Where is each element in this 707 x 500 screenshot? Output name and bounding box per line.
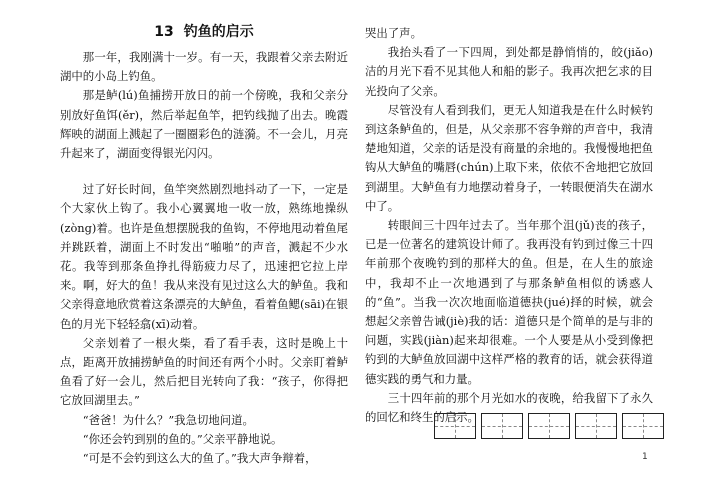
paragraph: 三十四年前的那个月光如水的夜晚，给我留下了永久的回忆和终生的启示。 <box>365 390 653 425</box>
paragraph: 转眼间三十四年过去了。当年那个沮(jǔ)丧的孩子，已是一位著名的建筑设计师了。我再没有钓到过像三十四年前那个夜晚钓到的那样大的鱼。但是，在人生的旅途中，我却不止一次地遇到了与那条鲈鱼相似的诱惑人的“鱼”。当我一次次地面临道德抉(jué)择的时候，就会想起父亲曾告诫(jiè)我的话：道德只是个简单的是与非的问题，实践(jiàn)起来却很难。一个人要是从小受到像把钓到的大鲈鱼放回湖中这样严格的教育的话，就会获得道德实践的勇气和力量。 <box>365 218 653 386</box>
left-column <box>60 22 348 468</box>
tianzige-box <box>528 413 570 439</box>
paragraph: “可是不会钓到这么大的鱼了。”我大声争辩着， <box>82 451 317 466</box>
paragraph: 尽管没有人看到我们，更无人知道我是在什么时候钓到这条鲈鱼的，但是，从父亲那不容争辩的声音中，我清楚地知道，父亲的话是没有商量的余地的。我慢慢地把鱼钩从大鲈鱼的嘴唇(chún)上取下来，依依不舍地把它放回到湖里。大鲈鱼有力地摆动着身子，一转眼便消失在湖水中了。 <box>365 102 653 213</box>
writing-grid <box>434 413 664 439</box>
tianzige-box <box>434 413 476 439</box>
paragraph: “你还会钓到别的鱼的。”父亲平静地说。 <box>82 431 283 446</box>
paragraph: 那一年，我刚满十一岁。有一天，我跟着父亲去附近湖中的小岛上钓鱼。 <box>60 50 348 84</box>
tianzige-box <box>481 413 523 439</box>
paragraph-continued: 哭出了声。 <box>365 26 422 40</box>
page-number: 1 <box>642 452 648 462</box>
paragraph: “爸爸！为什么？”我急切地问道。 <box>82 412 254 427</box>
paragraph: 父亲划着了一根火柴，看了看手表，这时是晚上十点，距离开放捕捞鲈鱼的时间还有两个小时。父亲盯着鲈鱼看了好一会儿，然后把目光转向了我：“孩子，你得把它放回湖里去。” <box>60 335 348 408</box>
tianzige-box <box>575 413 617 439</box>
right-column <box>365 24 653 427</box>
paragraph: 那是鲈(lú)鱼捕捞开放日的前一个傍晚，我和父亲分别放好鱼饵(ěr)，然后举起鱼竿，把钓线抛了出去。晚霞辉映的湖面上溅起了一圈圈彩色的涟漪。不一会儿，月亮升起来了，湖面变得银光闪闪。 <box>60 88 348 161</box>
lesson-number: 13 <box>154 24 174 40</box>
paragraph: 过了好长时间，鱼竿突然剧烈地抖动了一下，一定是个大家伙上钩了。我小心翼翼地一收一放，熟练地操纵(zòng)着。也许是鱼想摆脱我的鱼钩，不停地甩动着鱼尾并跳跃着，湖面上不时发出“啪啪”的声音，溅起不少水花。我等到那条鱼挣扎得筋疲力尽了，迅速把它拉上岸来。啊，好大的鱼！我从来没有见过这么大的鲈鱼。我和父亲得意地欣赏着这条漂亮的大鲈鱼，看着鱼鳃(sāi)在银色的月光下轻轻翕(xī)动着。 <box>60 182 348 331</box>
lesson-title-text: 钓鱼的启示 <box>183 24 254 40</box>
paragraph: 我抬头看了一下四周，到处都是静悄悄的，皎(jiǎo)洁的月光下看不见其他人和船的影子。我再次把乞求的目光投向了父亲。 <box>365 45 653 98</box>
tianzige-box <box>622 413 664 439</box>
lesson-title <box>60 22 348 42</box>
